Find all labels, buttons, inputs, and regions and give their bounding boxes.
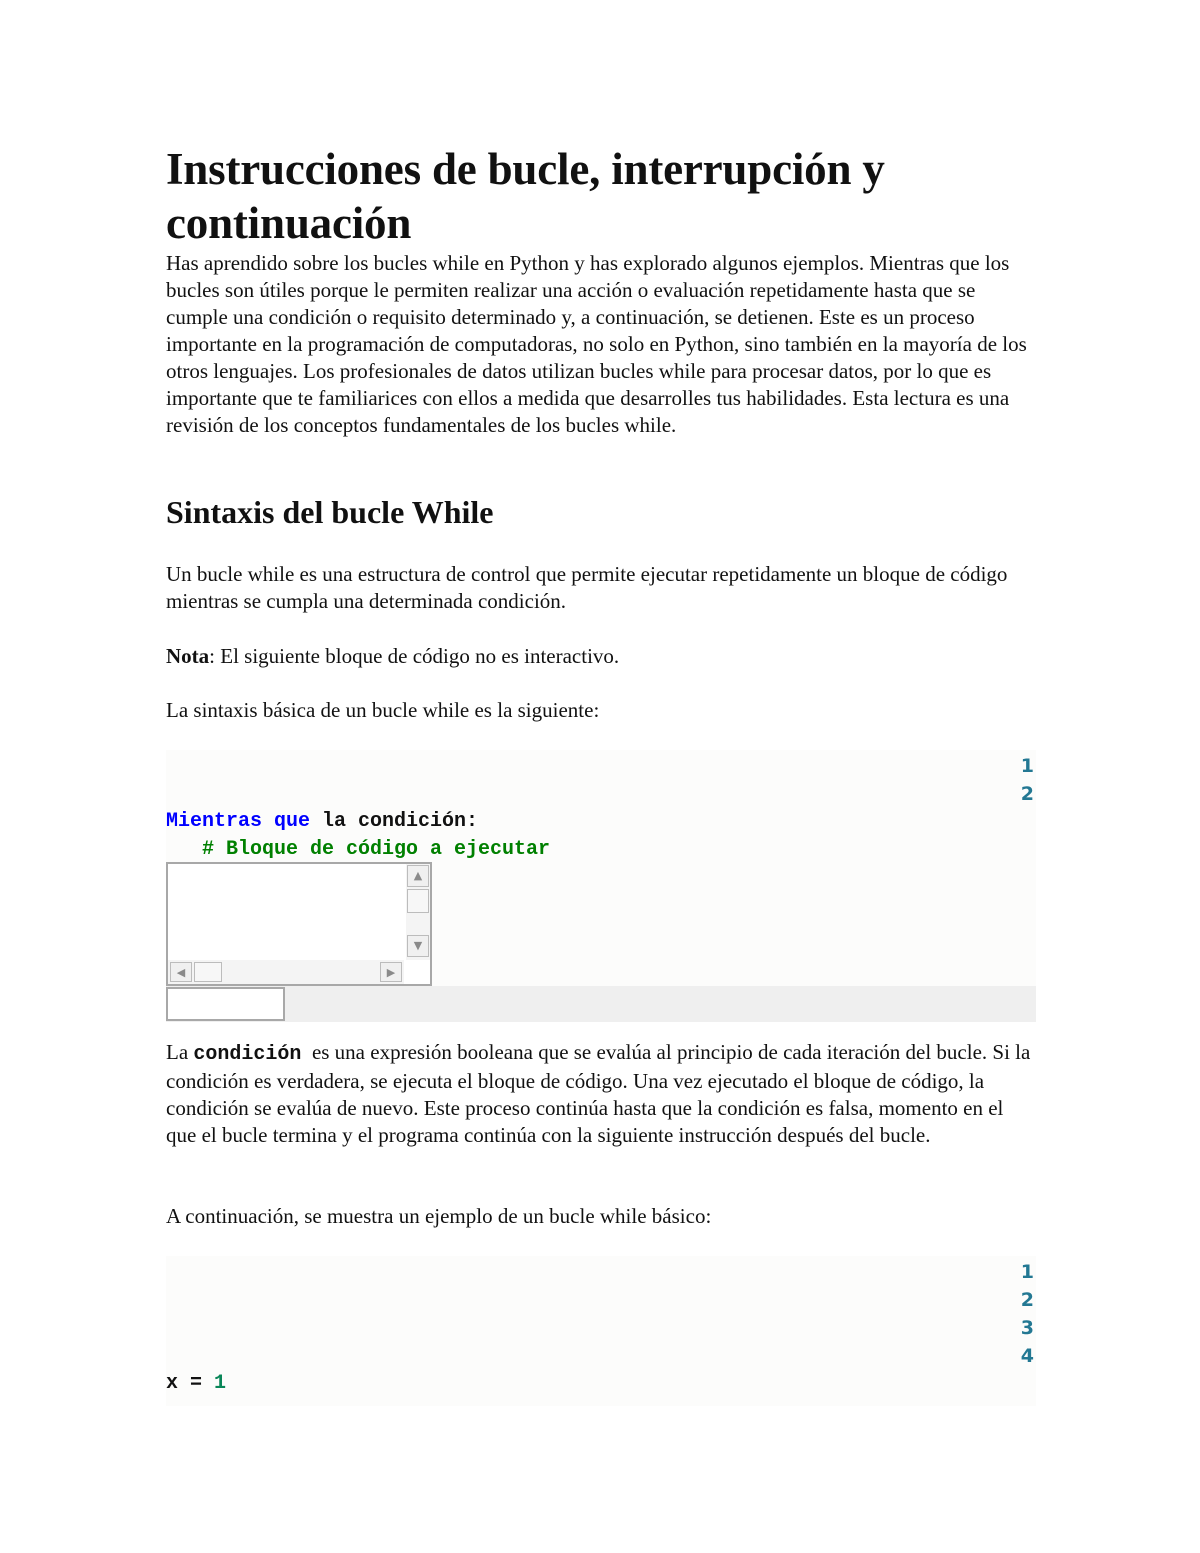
condition-code-word: condición <box>193 1043 302 1066</box>
code-text: la condición: <box>310 810 479 833</box>
explain-text: es una expresión booleana que se evalúa al principio de cada iteración del bucle. Si la condición es verdadera, se ejecuta el bloque de código. Una vez ejecutado el bloque de código, la condición se evalúa de nuevo. Este proceso continúa hasta que la condición es falsa, momento en el que el bucle termina y el programa continúa con la siguiente instrucción después del bucle. <box>166 1040 1036 1147</box>
code-block-syntax <box>166 750 1036 1022</box>
note-paragraph <box>166 643 1032 670</box>
code-comment: # Bloque de código a ejecutar <box>166 838 551 861</box>
code-line-1 <box>166 808 478 836</box>
triangle-down-icon[interactable]: ▼ <box>407 935 429 957</box>
syntax-description: Un bucle while es una estructura de control que permite ejecutar repetidamente un bloque de código mientras se cumpla una determinada condición. <box>166 562 1008 613</box>
line-number: 1 <box>1020 1261 1034 1283</box>
condition-explanation <box>166 1039 1036 1149</box>
page-title: Instrucciones de bucle, interrupción y continuación <box>166 144 885 248</box>
note-label: Nota <box>166 644 210 668</box>
line-numbers <box>1021 752 1034 808</box>
code-keyword: Mientras que <box>166 810 311 833</box>
line-numbers <box>1021 1258 1034 1370</box>
code-output-field[interactable] <box>166 987 285 1021</box>
code-line-1 <box>166 1370 226 1398</box>
line-number: 3 <box>1020 1317 1034 1339</box>
intro-paragraph: Has aprendido sobre los bucles while en Python y has explorado algunos ejemplos. Mientras que los bucles son útiles porque le permiten realizar una acción o evaluación repetidamente hasta que se cumple una condición o requisito determinado y, a continuación, se detienen. Este es un proceso importante en la programación de computadoras, no solo en Python, sino también en la mayoría de los otros lenguajes. Los profesionales de datos utilizan bucles while para procesar datos, por lo que es importante que te familiarices con ellos a medida que desarrolles tus habilidades. Esta lectura es una revisión de los conceptos fundamentales de los bucles while. <box>166 251 1027 437</box>
example-intro: A continuación, se muestra un ejemplo de un bucle while básico: <box>166 1204 712 1228</box>
code-line-2 <box>166 836 550 864</box>
line-number: 1 <box>1020 755 1034 777</box>
triangle-right-icon[interactable]: ▶ <box>380 962 402 982</box>
syntax-intro: La sintaxis básica de un bucle while es la siguiente: <box>166 698 600 722</box>
explain-prefix: La <box>166 1040 194 1064</box>
scrollbar-thumb-horizontal[interactable] <box>194 962 222 982</box>
line-number: 2 <box>1020 1289 1034 1311</box>
triangle-up-icon[interactable]: ▲ <box>407 865 429 887</box>
note-text: : El siguiente bloque de código no es interactivo. <box>209 644 620 668</box>
line-number: 2 <box>1020 783 1034 805</box>
scrollbar-thumb-vertical[interactable] <box>407 889 429 913</box>
code-number: 1 <box>214 1372 227 1395</box>
section-heading-syntax: Sintaxis del bucle While <box>166 494 494 530</box>
triangle-left-icon[interactable]: ◀ <box>170 962 192 982</box>
code-variable: x = <box>166 1372 215 1395</box>
code-block-example <box>166 1256 1036 1406</box>
line-number: 4 <box>1020 1345 1034 1367</box>
code-footer-band <box>166 986 1036 1022</box>
